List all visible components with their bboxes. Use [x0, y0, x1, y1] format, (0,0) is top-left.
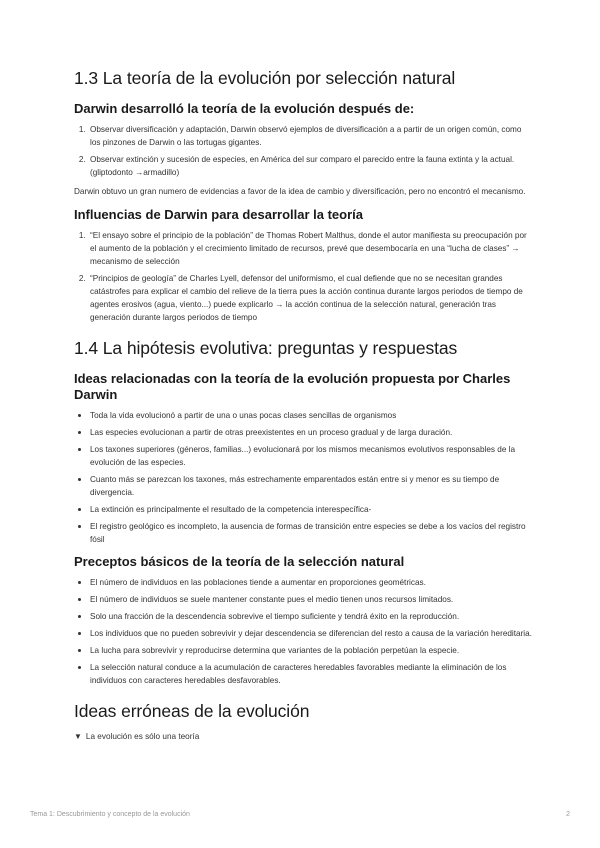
- page-number: 2: [566, 811, 570, 818]
- subsection-heading: Influencias de Darwin para desarrollar la teoría: [74, 206, 363, 222]
- list-item: La lucha para sobrevivir y reproducirse determina que variantes de la población perpetúan la especie.: [88, 644, 534, 657]
- list-item: 2. Observar extinción y sucesión de especies, en América del sur comparo el parecido entre la fauna extinta y la actual. (gliptodonto →armadillo): [88, 153, 534, 179]
- triangle-down-icon[interactable]: ▼: [74, 731, 82, 741]
- section-title-1-3: 1.3 La teoría de la evolución por selección natural: [74, 68, 456, 88]
- numbered-list: [74, 123, 534, 179]
- list-item: Solo una fracción de la descendencia sobrevive el tiempo suficiente y tendrá éxito en la reproducción.: [88, 610, 534, 623]
- numbered-list: [74, 229, 534, 324]
- bullet-list: [74, 409, 534, 546]
- list-item: Los taxones superiores (géneros, familias...) evolucionará por los mismos mecanismos evolutivos responsables de la evolución de las especies.: [88, 443, 534, 469]
- subsection-heading: Ideas relacionadas con la teoría de la evolución propuesta por Charles Darwin: [74, 370, 511, 402]
- list-item: Los individuos que no pueden sobrevivir y dejar descendencia se diferencian del resto a causa de la variación hereditaria.: [88, 627, 534, 640]
- list-item: 1. “El ensayo sobre el principio de la población” de Thomas Robert Malthus, donde el autor manifiesta su preocupación por el aumento de la población y el crecimiento limitado de recursos, prevé que desembocaría en una “lucha de clases” → mecanismo de selección: [88, 229, 534, 268]
- subsection-preceptos: [74, 554, 534, 687]
- section-title-ideas-erroneas: Ideas erróneas de la evolución: [74, 700, 310, 721]
- list-item: El número de individuos en las poblaciones tiende a aumentar en proporciones geométricas.: [88, 576, 534, 589]
- list-item: El registro geológico es incompleto, la ausencia de formas de transición entre especies se debe a los vacíos del registro fósil: [88, 520, 534, 546]
- list-item: 2. “Principios de geología” de Charles Lyell, defensor del uniformismo, el cual defiende que no se necesitan grandes catástrofes para explicar el cambio del relieve de la tierra pues la acción continua durante largos periodos de tiempo de agentes erosivos (agua, viento...) puede explicarlo → la acción continua de la selección natural, generación tras generación durante largos periodos de tiempo: [88, 272, 534, 324]
- list-item: Las especies evolucionan a partir de otras preexistentes en un proceso gradual y de larga duración.: [88, 426, 534, 439]
- toggle-label: La evolución es sólo una teoría: [85, 731, 200, 741]
- subsection-heading: Darwin desarrolló la teoría de la evolución después de:: [74, 101, 415, 116]
- document-page: [74, 68, 534, 741]
- bullet-list: [74, 576, 534, 687]
- page-footer: [30, 811, 570, 818]
- list-item: La selección natural conduce a la acumulación de caracteres heredables favorables mediante la eliminación de los individuos con caracteres heredables desfavorables.: [88, 661, 534, 687]
- paragraph: Darwin obtuvo un gran numero de evidencias a favor de la idea de cambio y diversificación, pero no encontró el mecanismo.: [74, 187, 526, 196]
- subsection-heading: Preceptos básicos de la teoría de la selección natural: [74, 553, 405, 569]
- list-item: 1. Observar diversificación y adaptación, Darwin observó ejemplos de diversificación a a partir de un origen común, como los pinzones de Darwin o las tortugas gigantes.: [88, 123, 534, 149]
- toggle-evolucion-teoria[interactable]: [74, 732, 534, 741]
- footer-title: Tema 1: Descubrimiento y concepto de la evolución: [30, 811, 190, 818]
- subsection-ideas-relacionadas: [74, 371, 534, 546]
- list-item: La extinción es principalmente el resultado de la competencia interespecífica-: [88, 503, 534, 516]
- list-item: Cuanto más se parezcan los taxones, más estrechamente emparentados están entre si y menor es su tiempo de divergencia.: [88, 473, 534, 499]
- list-item: El número de individuos se suele mantener constante pues el medio tienen unos recursos limitados.: [88, 593, 534, 606]
- subsection-influencias: [74, 207, 534, 324]
- subsection-darwin-desarrollo: [74, 101, 534, 199]
- section-title-1-4: 1.4 La hipótesis evolutiva: preguntas y respuestas: [74, 337, 458, 358]
- list-item: Toda la vida evolucionó a partir de una o unas pocas clases sencillas de organismos: [88, 409, 534, 422]
